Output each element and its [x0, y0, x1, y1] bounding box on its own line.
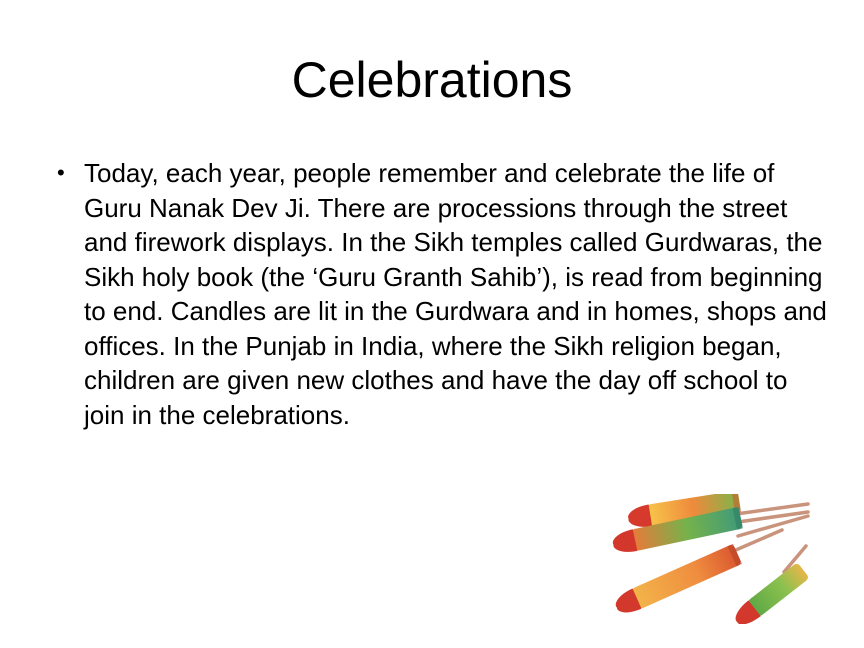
slide-title: Celebrations — [291, 52, 573, 108]
bullet-text: Today, each year, people remember and celebrate the life of Guru Nanak Dev Ji. There are processions through the street and firework displays. In the Sikh temples called Gurdwaras, the Sikh holy book (the ‘Guru Granth Sahib’), is read from beginning to end. Candles are lit in the Gurdwara and in homes, shops and offices. In the Punjab in India, where the Sikh religion began, children are given new clothes and have the day off school to join in the celebrations. — [84, 158, 827, 430]
bullet-marker: • — [57, 160, 65, 185]
firework-rockets-icon — [596, 494, 818, 624]
rocket-4 — [731, 562, 810, 624]
bullet-list — [57, 156, 827, 432]
rocket-3 — [612, 544, 742, 618]
bullet-item — [57, 156, 827, 432]
